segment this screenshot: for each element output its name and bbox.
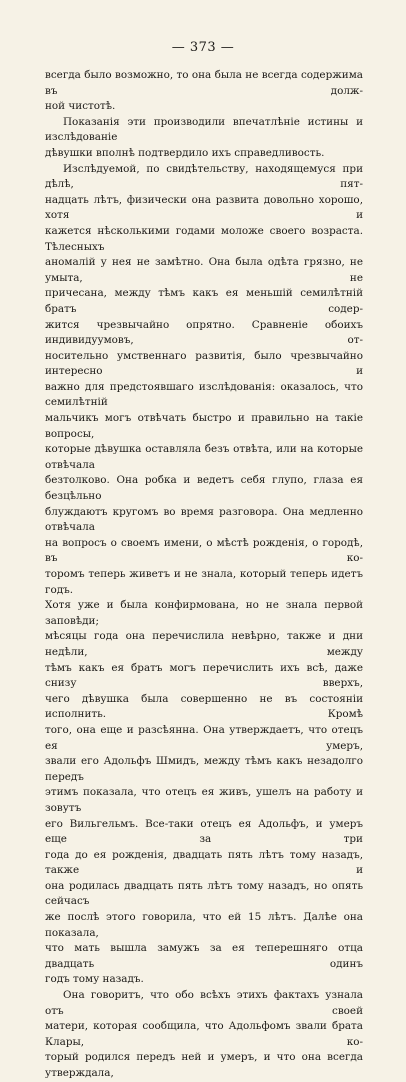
text-line: матери, которая сообщила, что Адольфомъ звали брата Клары, ко- [45,1020,363,1048]
text-line: торомъ теперь живетъ и не знала, который теперь идетъ годъ. [45,568,363,596]
text-line: чего дѣвушка была совершенно не въ состояніи исполнить. Кромѣ [45,692,363,721]
text-line: которые дѣвушка оставляла безъ отвѣта, или на которые отвѣчала [45,443,363,471]
text-line: носительно умственнаго развитія, было чрезвычайно интересно и [45,349,363,378]
text-line: мальчикъ могъ отвѣчать быстро и правильно на такіе вопросы, [45,412,363,440]
text-line: безтолково. Она робка и ведетъ себя глупо, глаза ея безцѣльно [45,474,363,503]
text-line: того, она еще и разсѣянна. Она утверждаетъ, что отецъ ея умеръ, [45,723,363,752]
text-line: звали его Адольфъ Шмидъ, между тѣмъ какъ незадолго передъ [45,755,363,783]
text-line: жится чрезвычайно опрятно. Сравненіе обоихъ индивидуумовъ, от- [45,318,363,347]
text-line: этимъ показала, что отецъ ея живъ, ушелъ на работу и зовутъ [45,786,363,814]
text-line: тѣмъ какъ ея братъ могъ перечислить ихъ всѣ, даже снизу вверхъ, [45,661,363,690]
text-line: торый родился передъ ней и умеръ, и что она всегда утверждала, [45,1051,363,1079]
text-line: аномалій у нея не замѣтно. Она была одѣта грязно, не умыта, не [45,256,363,284]
text-line: что мать вышла замужъ за ея теперешняго отца двадцать одинъ [45,942,363,970]
text-line: всегда было возможно, то она была не всегда содержима въ долж- [45,69,363,97]
text-line: дѣвушки вполнѣ подтвердило ихъ справедливость. [45,146,325,159]
page-number: — 373 — [171,40,235,55]
text-line: Изслѣдуемой, по свидѣтельству, находящемуся при дѣлѣ, пят- [45,162,363,191]
text-line: его Вильгельмъ. Все-таки отецъ ея Адольфъ, и умеръ еще за три [45,817,363,846]
text-line: ной чистотѣ. [45,100,116,113]
text-line: годъ тому назадъ. [45,973,144,986]
text-line: кажется нѣсколькими годами моложе своего возраста. Тѣлесныхъ [45,224,363,253]
text-line: причесана, между тѣмъ какъ ея меньшій семилѣтній братъ содер- [45,287,363,315]
text-line: Показанія эти производили впечатлѣніе истины и изслѣдованіе [45,115,363,144]
text-line: же послѣ этого говорила, что ей 15 лѣтъ. Далѣе она показала, [45,911,363,939]
text-line: блуждаютъ кругомъ во время разговора. Она медленно отвѣчала [45,505,363,534]
text-line: Она говоритъ, что обо всѣхъ этихъ фактахъ узнала отъ своей [45,989,363,1017]
text-line: мѣсяцы года она перечислила невѣрно, также и дни недѣли, между [45,630,363,658]
text-line: года до ея рожденія, двадцать пять лѣтъ тому назадъ, также и [45,848,363,877]
text-line: важно для предстоявшаго изслѣдованія: оказалось, что семилѣтній [45,380,363,409]
body-text [45,68,363,1082]
text-line: на вопросъ о своемъ имени, о мѣстѣ рожденія, о городѣ, въ ко- [45,536,363,565]
text-line: надцать лѣтъ, физически она развита довольно хорошо, хотя и [45,193,363,222]
text-line: Хотя уже и была конфирмована, но не знала первой заповѣди; [45,599,363,627]
text-line: она родилась двадцать пять лѣтъ тому назадъ, но опять сейчасъ [45,879,363,908]
